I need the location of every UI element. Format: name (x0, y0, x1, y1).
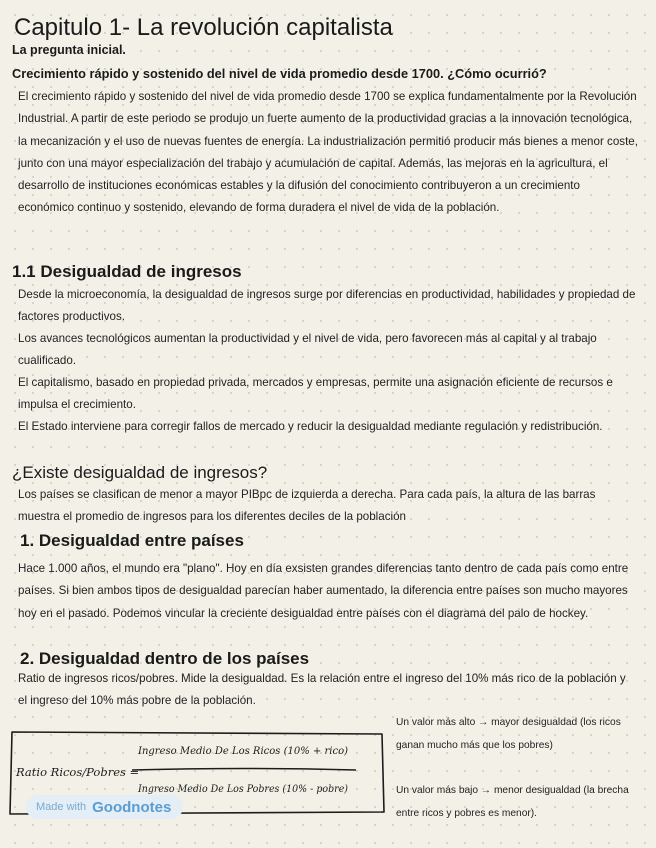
paragraph-estado: El Estado interviene para corregir fallos de mercado y reducir la desigualdad mediante regulación y redistribución. (18, 420, 603, 433)
paragraph-dentro-paises: Ratio de ingresos ricos/pobres. Mide la desigualdad. Es la relación entre el ingreso del 10% más rico de la población y el ingreso del 10% más pobre de la población. (18, 672, 626, 708)
badge-brand: Goodnotes (92, 798, 172, 816)
section-heading-entre-paises: 1. Desigualdad entre países (20, 531, 244, 550)
paragraph-capitalismo: El capitalismo, basado en propiedad privada, mercados y empresas, permite una asignación eficiente de recursos e impulsa el crecimiento. (18, 376, 613, 412)
formula-left-label: Ratio Ricos/Pobres = (16, 765, 140, 779)
paragraph-entre-paises: Hace 1.000 años, el mundo era "plano". Hoy en día exsisten grandes diferencias tanto dentro de cada país como entre países. Si bien ambos tipos de desigualdad parecían haber aumentado, la diferencia entre países son mucho mayores hoy en el pasado. Podemos vincular la creciente desigualdad entre países con el diagrama del palo de hockey. (18, 562, 629, 620)
question-heading: Crecimiento rápido y sostenido del nivel de vida promedio desde 1700. ¿Cómo ocurrió? (12, 66, 547, 81)
goodnotes-badge (26, 795, 183, 819)
paragraph-avances-tecnologicos: Los avances tecnológicos aumentan la productividad y el nivel de vida, pero favorecen más al capital y al trabajo cualificado. (18, 332, 597, 368)
formula-denominator: Ingreso Medio De Los Pobres (10% - pobre) (137, 784, 349, 795)
side-note-menor-desigualdad: Un valor más bajo → menor desigualdad (la brecha entre ricos y pobres es menor). (396, 785, 629, 819)
side-note-mayor-desigualdad: Un valor más alto → mayor desigualdad (los ricos ganan mucho más que los pobres) (396, 717, 621, 751)
section-heading-existe: ¿Existe desigualdad de ingresos? (12, 463, 268, 482)
section-heading-desigualdad-ingresos: 1.1 Desigualdad de ingresos (12, 262, 242, 281)
formula-numerator: Ingreso Medio De Los Ricos (10% + rico) (136, 746, 349, 757)
paragraph-microeconomia: Desde la microeconomía, la desigualdad de ingresos surge por diferencias en productividad, habilidades y propiedad de factores productivos. (18, 288, 636, 324)
section-heading-dentro-paises: 2. Desigualdad dentro de los países (20, 649, 310, 668)
intro-paragraph: El crecimiento rápido y sostenido del nivel de vida promedio desde 1700 se explica fundamentalmente por la Revolución Industrial. A partir de este periodo se produjo un fuerte aumento de la productividad gracias a la innovación tecnológica, la mecanización y el uso de nuevas fuentes de energía. La industrialización permitió producir más bienes a menor coste, junto con una mayor especialización del trabajo y acumulación de capital. Además, las mejoras en la agricultura, el desarrollo de instituciones económicas estables y la difusión del conocimiento contribuyeron a un crecimiento económico continuo y sostenido, elevando de forma duradera el nivel de vida de la población. (18, 90, 638, 215)
page-title: Capitulo 1- La revolución capitalista (14, 14, 393, 41)
subtitle: La pregunta inicial. (12, 43, 126, 57)
paragraph-existe: Los países se clasifican de menor a mayor PIBpc de izquierda a derecha. Para cada país, la altura de las barras muestra el promedio de ingresos para los diferentes deciles de la población (18, 488, 596, 524)
fraction-bar (132, 769, 356, 771)
badge-made-with: Made with (36, 801, 87, 813)
